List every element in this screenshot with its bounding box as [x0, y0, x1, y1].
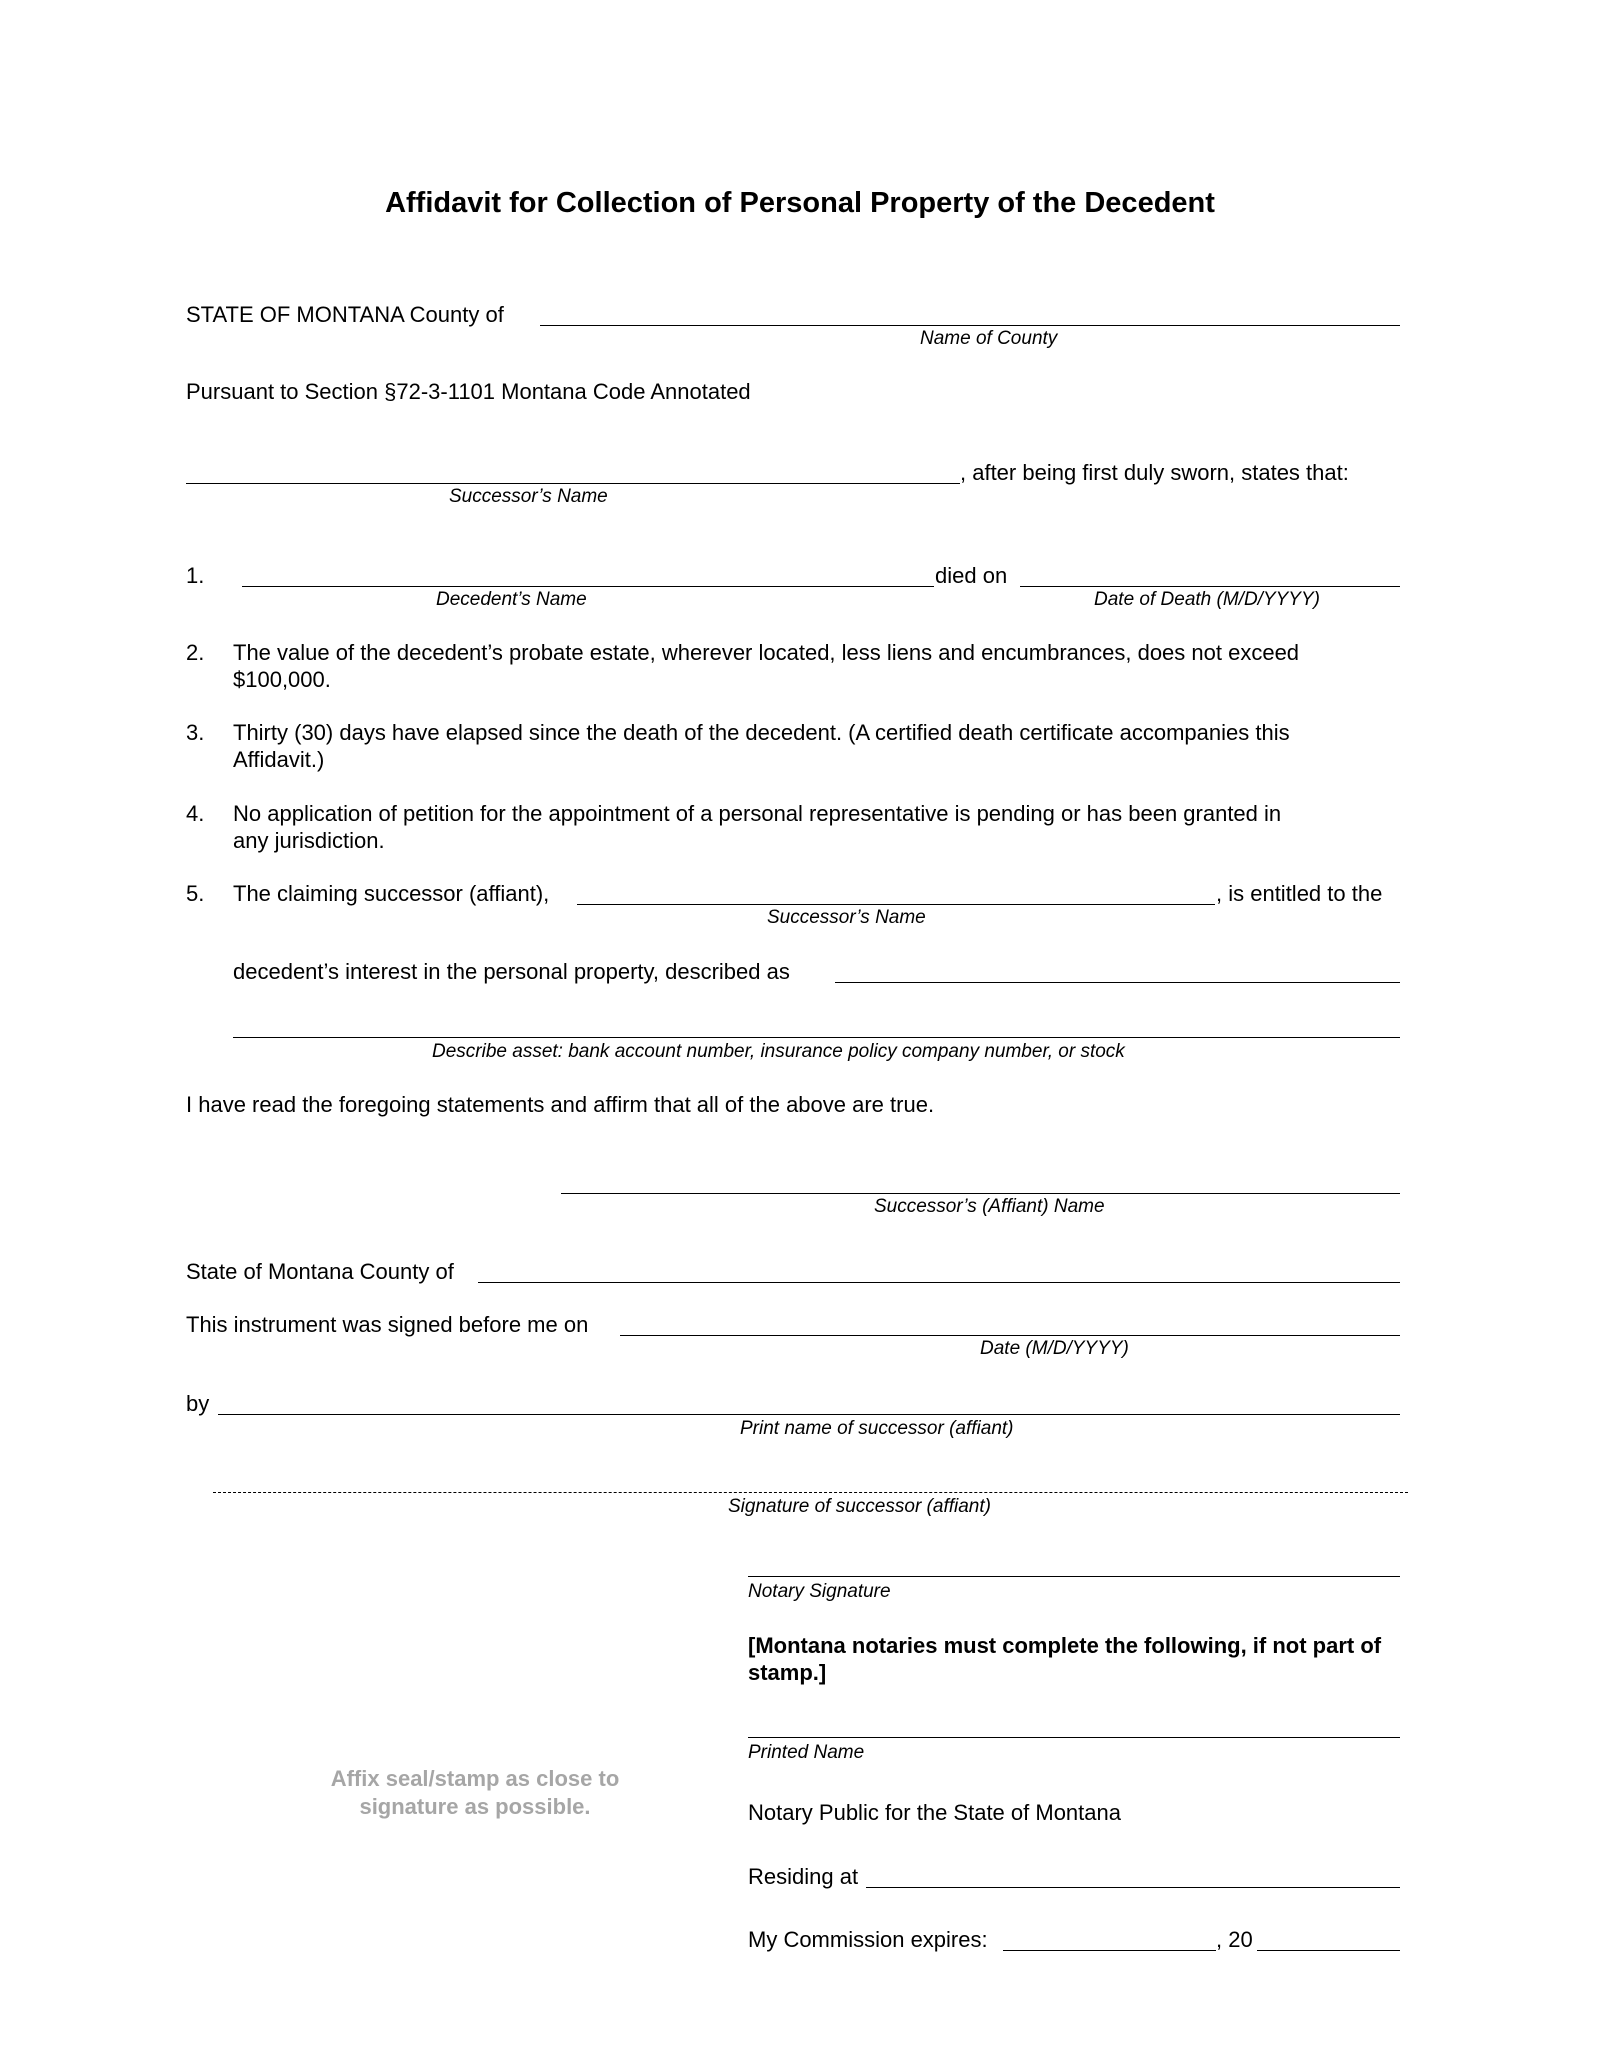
commission-date-field[interactable] [1003, 1950, 1216, 1951]
notary-public-text: Notary Public for the State of Montana [748, 1800, 1121, 1825]
commission-year-field[interactable] [1257, 1950, 1400, 1951]
property-description-field-2[interactable] [233, 1037, 1400, 1038]
item-5-text-post: , is entitled to the [1216, 881, 1383, 906]
affiant-name-field[interactable] [561, 1193, 1400, 1194]
notary-signature-field[interactable] [748, 1576, 1400, 1577]
successor-name-field[interactable] [186, 483, 960, 484]
printed-name-label: Printed Name [748, 1742, 865, 1763]
seal-stamp-note: Affix seal/stamp as close to signature as possible. [330, 1766, 620, 1819]
residing-at-label: Residing at [748, 1864, 859, 1889]
claiming-successor-label: Successor’s Name [767, 907, 926, 928]
signed-date-label: Date (M/D/YYYY) [980, 1338, 1129, 1359]
sworn-statement: , after being first duly sworn, states that: [960, 460, 1349, 485]
item-1-number: 1. [186, 563, 205, 588]
notary-county-field[interactable] [478, 1282, 1400, 1283]
item-2-text-line1: The value of the decedent’s probate estate, wherever located, less liens and encumbrances, does not exceed [233, 640, 1300, 665]
item-3-text-line1: Thirty (30) days have elapsed since the death of the decedent. (A certified death certificate accompanies this [233, 720, 1290, 745]
successor-signature-label: Signature of successor (affiant) [728, 1496, 991, 1517]
document-title: Affidavit for Collection of Personal Property of the Decedent [385, 187, 1215, 219]
property-description-field[interactable] [835, 982, 1400, 983]
date-of-death-label: Date of Death (M/D/YYYY) [1094, 589, 1320, 610]
statute-reference: Pursuant to Section §72-3-1101 Montana Code Annotated [186, 379, 751, 404]
successor-signature-field[interactable] [213, 1492, 1408, 1493]
county-field[interactable] [540, 325, 1400, 326]
print-name-field[interactable] [218, 1414, 1400, 1415]
item-4-number: 4. [186, 801, 205, 826]
county-field-label: Name of County [920, 328, 1058, 349]
date-of-death-field[interactable] [1020, 586, 1400, 587]
by-label: by [186, 1391, 210, 1416]
item-4-text-line2: any jurisdiction. [233, 828, 385, 853]
commission-year-prefix: , 20 [1216, 1927, 1253, 1952]
item-5-number: 5. [186, 881, 205, 906]
decedent-name-label: Decedent’s Name [436, 589, 587, 610]
died-on-label: died on [935, 563, 1008, 588]
notary-instruction: [Montana notaries must complete the following, if not part of stamp.] [748, 1633, 1382, 1685]
decedent-name-field[interactable] [242, 586, 934, 587]
commission-expires-label: My Commission expires: [748, 1927, 988, 1952]
print-name-label: Print name of successor (affiant) [740, 1418, 1014, 1439]
item-5-text-pre: The claiming successor (affiant), [233, 881, 550, 906]
claiming-successor-field[interactable] [577, 904, 1215, 905]
printed-name-field[interactable] [748, 1737, 1400, 1738]
notary-state-county-label: State of Montana County of [186, 1259, 454, 1284]
successor-name-label: Successor’s Name [449, 486, 608, 507]
signed-before-label: This instrument was signed before me on [186, 1312, 589, 1337]
item-3-number: 3. [186, 720, 205, 745]
item-4-text-line1: No application of petition for the appointment of a personal representative is pending or has been granted in [233, 801, 1282, 826]
interest-text: decedent’s interest in the personal property, described as [233, 959, 790, 984]
state-county-label: STATE OF MONTANA County of [186, 302, 504, 327]
item-2-text-line2: $100,000. [233, 667, 331, 692]
residing-at-field[interactable] [866, 1887, 1400, 1888]
affiant-name-label: Successor’s (Affiant) Name [874, 1196, 1105, 1217]
affirmation-text: I have read the foregoing statements and affirm that all of the above are true. [186, 1092, 935, 1117]
item-2-number: 2. [186, 640, 205, 665]
signed-date-field[interactable] [620, 1335, 1400, 1336]
item-3-text-line2: Affidavit.) [233, 747, 325, 772]
notary-signature-label: Notary Signature [748, 1581, 891, 1602]
describe-asset-label: Describe asset: bank account number, insurance policy company number, or stock [432, 1041, 1125, 1062]
